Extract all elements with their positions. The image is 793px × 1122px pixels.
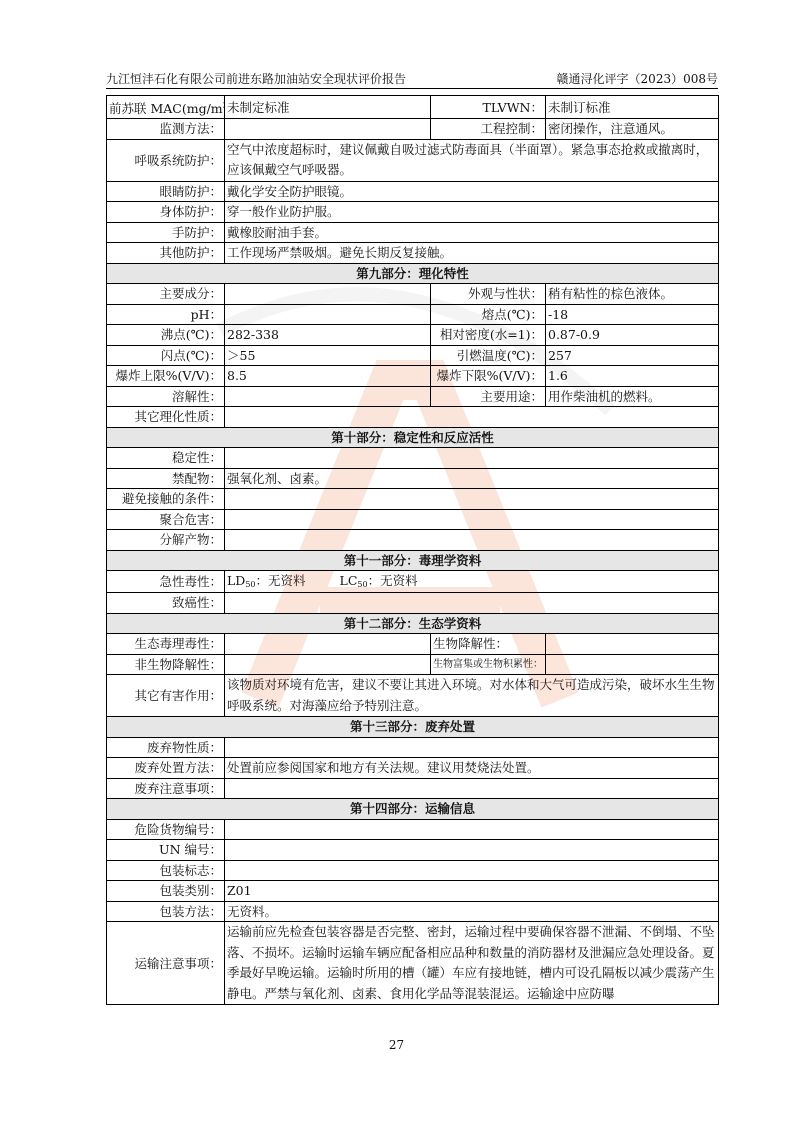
melt-label: 熔点(℃)：	[431, 304, 546, 325]
table-row	[107, 386, 719, 407]
ph-value	[225, 304, 431, 325]
section-10-title: 第十部分：稳定性和反应活性	[107, 427, 719, 448]
section-9-title: 第九部分：理化特性	[107, 263, 719, 284]
use-value: 用作柴油机的燃料。	[546, 386, 719, 407]
flash-value: ＞55	[225, 345, 431, 366]
other-label: 其他防护：	[107, 243, 225, 264]
table-row	[107, 325, 719, 346]
eng-label: 工程控制：	[431, 119, 546, 140]
table-row	[107, 304, 719, 325]
un-value	[225, 840, 719, 861]
pkg-method-label: 包装方法：	[107, 901, 225, 922]
carc-value	[225, 593, 719, 614]
resp-label: 呼吸系统防护：	[107, 139, 225, 181]
hand-label: 手防护：	[107, 222, 225, 243]
otherphys-label: 其它理化性质：	[107, 407, 225, 428]
waste-note-value	[225, 778, 719, 799]
poly-value	[225, 509, 719, 530]
appearance-label: 外观与性状：	[431, 284, 546, 305]
section-header	[107, 550, 719, 571]
trans-label: 运输注意事项：	[107, 922, 225, 1005]
use-label: 主要用途：	[431, 386, 546, 407]
table-row	[107, 593, 719, 614]
header-report-number: 赣通浔化评字（2023）008号	[556, 72, 718, 86]
pkg-mark-label: 包装标志：	[107, 860, 225, 881]
incompat-label: 禁配物：	[107, 468, 225, 489]
otherharm-label: 其它有害作用：	[107, 675, 225, 717]
table-row	[107, 675, 719, 717]
melt-value: -18	[546, 304, 719, 325]
section-12-title: 第十二部分：生态学资料	[107, 613, 719, 634]
hand-value: 戴橡胶耐油手套。	[225, 222, 719, 243]
pkg-mark-value	[225, 860, 719, 881]
table-row	[107, 139, 719, 181]
resp-value: 空气中浓度超标时，建议佩戴自吸过滤式防毒面具（半面罩）。紧急事态抢救或撤离时，应该佩戴空气呼吸器。	[225, 139, 719, 181]
mac-value: 未制定标准	[225, 96, 431, 119]
ignite-value: 257	[546, 345, 719, 366]
stab-label: 稳定性：	[107, 448, 225, 469]
header-title: 九江恒沣石化有限公司前进东路加油站安全现状评价报告	[106, 72, 407, 86]
eye-label: 眼睛防护：	[107, 181, 225, 202]
table-row	[107, 243, 719, 264]
density-label: 相对密度(水=1)：	[431, 325, 546, 346]
appearance-value: 稍有粘性的棕色液体。	[546, 284, 719, 305]
avoid-label: 避免接触的条件：	[107, 489, 225, 510]
waste-value	[225, 737, 719, 758]
pkg-cat-value: Z01	[225, 881, 719, 902]
table-row	[107, 840, 719, 861]
otherphys-value	[225, 407, 719, 428]
section-11-title: 第十一部分：毒理学资料	[107, 550, 719, 571]
upper-value: 8.5	[225, 366, 431, 387]
carc-label: 致癌性：	[107, 593, 225, 614]
avoid-value	[225, 489, 719, 510]
table-row	[107, 778, 719, 799]
table-row	[107, 758, 719, 779]
tlvwn-label: TLVWN：	[431, 96, 546, 119]
page-header	[106, 70, 718, 89]
otherharm-value: 该物质对环境有危害，建议不要让其进入环境。对水体和大气可造成污染，破坏水生生物呼吸系统。对海藻应给予特别注意。	[225, 675, 719, 717]
msds-table	[106, 95, 719, 1005]
method-label: 废弃处置方法：	[107, 758, 225, 779]
section-header	[107, 717, 719, 738]
table-row	[107, 530, 719, 551]
body-label: 身体防护：	[107, 202, 225, 223]
un-label: UN 编号：	[107, 840, 225, 861]
table-row	[107, 407, 719, 428]
mac-label: 前苏联 MAC(mg/m	[107, 96, 225, 119]
table-row	[107, 202, 719, 223]
table-row	[107, 737, 719, 758]
pkg-cat-label: 包装类别：	[107, 881, 225, 902]
pkg-method-value: 无资料。	[225, 901, 719, 922]
solub-value	[225, 386, 431, 407]
biodeg-label: 生物降解性：	[431, 634, 546, 655]
waste-label: 废弃物性质：	[107, 737, 225, 758]
table-row	[107, 181, 719, 202]
ecotox-value	[225, 634, 431, 655]
table-row	[107, 922, 719, 1005]
ecotox-label: 生态毒理毒性：	[107, 634, 225, 655]
incompat-value: 强氧化剂、卤素。	[225, 468, 719, 489]
lower-value: 1.6	[546, 366, 719, 387]
section-header	[107, 427, 719, 448]
table-row	[107, 284, 719, 305]
main-comp-label: 主要成分：	[107, 284, 225, 305]
boil-value: 282-338	[225, 325, 431, 346]
decomp-label: 分解产物：	[107, 530, 225, 551]
section-14-title: 第十四部分：运输信息	[107, 799, 719, 820]
ph-label: pH：	[107, 304, 225, 325]
table-row	[107, 448, 719, 469]
dg-value	[225, 819, 719, 840]
biodeg-value	[546, 634, 719, 655]
decomp-value	[225, 530, 719, 551]
table-row	[107, 571, 719, 593]
upper-label: 爆炸上限%(V/V)：	[107, 366, 225, 387]
monitor-label: 监测方法：	[107, 119, 225, 140]
table-row	[107, 881, 719, 902]
trans-value: 运输前应先检查包装容器是否完整、密封，运输过程中要确保容器不泄漏、不倒塌、不坠落、不损坏。运输时运输车辆应配备相应品种和数量的消防器材及泄漏应急处理设备。夏季最好早晚运输。运输时所用的槽（罐）车应有接地链，槽内可设孔隔板以减少震荡产生静电。严禁与氧化剂、卤素、食用化学品等混装混运。运输途中应防曝	[225, 922, 719, 1005]
acute-label: 急性毒性：	[107, 571, 225, 593]
table-row	[107, 509, 719, 530]
table-row	[107, 345, 719, 366]
main-comp-value	[225, 284, 431, 305]
body-value: 穿一般作业防护服。	[225, 202, 719, 223]
method-value: 处置前应参阅国家和地方有关法规。建议用焚烧法处置。	[225, 758, 719, 779]
table-row	[107, 489, 719, 510]
poly-label: 聚合危害：	[107, 509, 225, 530]
density-value: 0.87-0.9	[546, 325, 719, 346]
stab-value	[225, 448, 719, 469]
table-row	[107, 222, 719, 243]
monitor-value	[225, 119, 431, 140]
page-number: 27	[388, 1038, 405, 1052]
acute-value: $LD_{50}$：无资料 $LC_{50}$：无资料	[225, 571, 719, 593]
ignite-label: 引燃温度(℃)：	[431, 345, 546, 366]
solub-label: 溶解性：	[107, 386, 225, 407]
section-header	[107, 263, 719, 284]
table-row	[107, 654, 719, 675]
section-header	[107, 799, 719, 820]
dg-label: 危险货物编号：	[107, 819, 225, 840]
eye-value: 戴化学安全防护眼镜。	[225, 181, 719, 202]
bioacc-label: 生物富集或生物积累性：	[431, 654, 546, 675]
section-header	[107, 613, 719, 634]
flash-label: 闪点(℃)：	[107, 345, 225, 366]
table-row	[107, 96, 719, 119]
waste-note-label: 废弃注意事项：	[107, 778, 225, 799]
eng-value: 密闭操作，注意通风。	[546, 119, 719, 140]
table-row	[107, 901, 719, 922]
table-row	[107, 634, 719, 655]
lower-label: 爆炸下限%(V/V)：	[431, 366, 546, 387]
table-row	[107, 468, 719, 489]
bioacc-value	[546, 654, 719, 675]
table-row	[107, 366, 719, 387]
table-row	[107, 819, 719, 840]
nonbio-value	[225, 654, 431, 675]
section-13-title: 第十三部分：废弃处置	[107, 717, 719, 738]
table-row	[107, 860, 719, 881]
tlvwn-value: 未制订标准	[546, 96, 719, 119]
table-row	[107, 119, 719, 140]
nonbio-label: 非生物降解性：	[107, 654, 225, 675]
boil-label: 沸点(℃)：	[107, 325, 225, 346]
other-value: 工作现场严禁吸烟。避免长期反复接触。	[225, 243, 719, 264]
